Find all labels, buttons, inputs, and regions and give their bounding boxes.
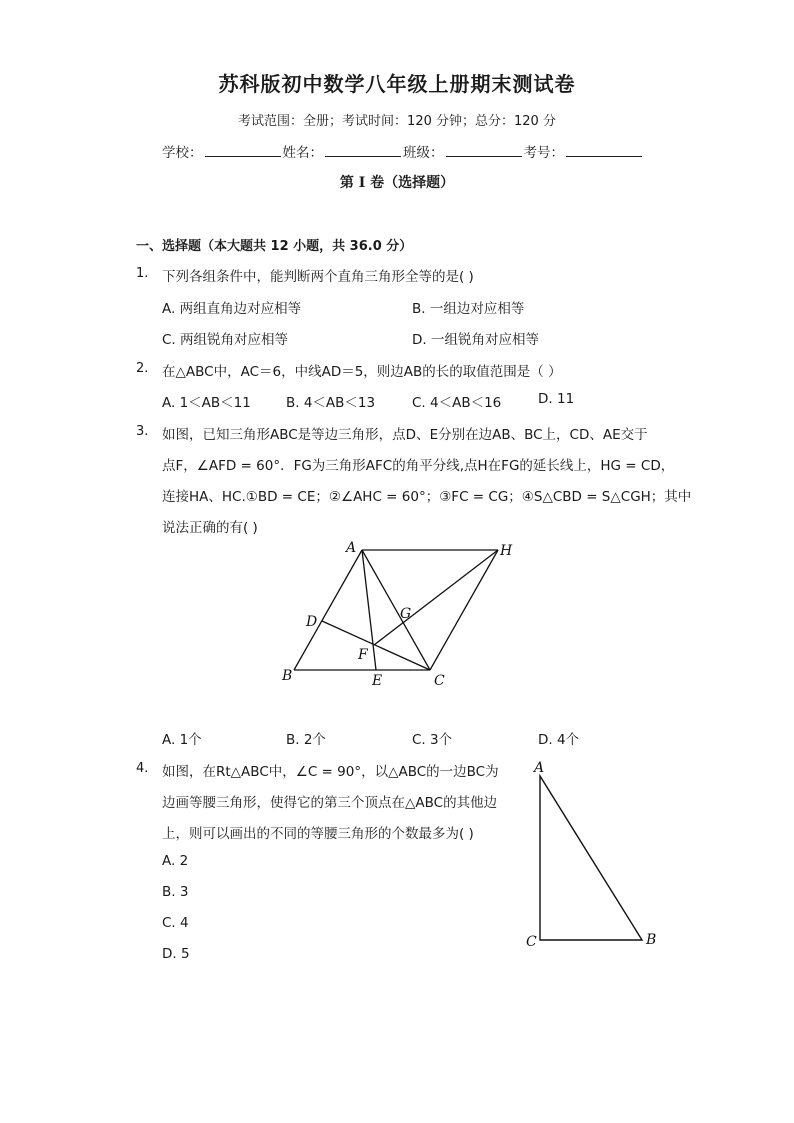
part-title: 第 I 卷（选择题） <box>339 175 455 191</box>
triangle-abc <box>540 776 642 940</box>
label-c: C <box>526 934 537 950</box>
question-3-option-d[interactable]: D. 4个 <box>538 732 580 748</box>
label-f: F <box>358 647 368 663</box>
class-blank[interactable] <box>446 142 522 157</box>
question-2-option-c[interactable]: C. 4＜AB＜16 <box>412 395 502 411</box>
question-4-figure <box>522 758 672 958</box>
question-2-stem: 在△ABC中，AC＝6，中线AD＝5，则边AB的长的取值范围是（ ） <box>162 364 562 380</box>
question-4-option-c[interactable]: C. 4 <box>162 915 189 931</box>
question-4-line-2: 边画等腰三角形，使得它的第三个顶点在△ABC的其他边 <box>162 795 498 811</box>
exam-subtitle: 考试范围：全册；考试时间：120 分钟；总分：120 分 <box>238 114 556 129</box>
question-1-option-d[interactable]: D. 一组锐角对应相等 <box>412 332 539 348</box>
exam-number-blank[interactable] <box>566 142 642 157</box>
label-b: B <box>646 932 657 948</box>
label-e: E <box>372 673 383 689</box>
question-4-option-a[interactable]: A. 2 <box>162 853 189 869</box>
question-1-option-c[interactable]: C. 两组锐角对应相等 <box>162 332 289 348</box>
label-b: B <box>282 668 293 684</box>
section-title: 一、选择题（本大题共 12 小题，共 36.0 分） <box>136 239 413 254</box>
question-2-option-d[interactable]: D. 11 <box>538 391 575 407</box>
name-label: 姓名： <box>282 145 323 161</box>
question-3-option-a[interactable]: A. 1个 <box>162 732 202 748</box>
exam-number-label: 考号： <box>523 145 564 161</box>
question-1-option-b[interactable]: B. 一组边对应相等 <box>412 301 525 317</box>
label-a: A <box>534 760 545 776</box>
label-c: C <box>434 673 445 689</box>
question-4-number: 4. <box>136 761 149 776</box>
question-3-option-c[interactable]: C. 3个 <box>412 732 453 748</box>
student-info-row <box>162 141 644 161</box>
question-4-line-3: 上，则可以画出的不同的等腰三角形的个数最多为( ) <box>162 826 474 842</box>
question-3-line-2: 点F，∠AFD = 60°．FG为三角形AFC的角平分线,点H在FG的延长线上，HG = CD， <box>162 458 675 474</box>
label-h: H <box>500 543 513 559</box>
class-label: 班级： <box>403 145 444 161</box>
segment-hc <box>430 550 498 670</box>
label-d: D <box>306 614 318 630</box>
name-blank[interactable] <box>325 142 401 157</box>
question-4-line-1: 如图，在Rt△ABC中，∠C = 90°，以△ABC的一边BC为 <box>162 764 499 780</box>
segment-dc <box>322 621 430 670</box>
question-4-option-b[interactable]: B. 3 <box>162 884 189 900</box>
school-label: 学校： <box>162 145 203 161</box>
segment-ab <box>294 550 362 670</box>
question-2-number: 2. <box>136 361 149 376</box>
question-1-stem: 下列各组条件中，能判断两个直角三角形全等的是( ) <box>162 269 474 285</box>
segment-fh <box>374 550 498 645</box>
question-1-number: 1. <box>136 266 149 281</box>
question-2-option-b[interactable]: B. 4＜AB＜13 <box>286 395 376 411</box>
question-3-line-4: 说法正确的有( ) <box>162 520 258 536</box>
label-a: A <box>346 540 357 556</box>
question-3-option-b[interactable]: B. 2个 <box>286 732 326 748</box>
question-3-figure <box>270 535 530 695</box>
question-4-option-d[interactable]: D. 5 <box>162 946 190 962</box>
question-3-line-1: 如图，已知三角形ABC是等边三角形，点D、E分别在边AB、BC上，CD、AE交于 <box>162 427 648 443</box>
question-2-option-a[interactable]: A. 1＜AB＜11 <box>162 395 251 411</box>
school-blank[interactable] <box>205 142 281 157</box>
exam-title: 苏科版初中数学八年级上册期末测试卷 <box>218 72 576 96</box>
question-1-option-a[interactable]: A. 两组直角边对应相等 <box>162 301 302 317</box>
label-g: G <box>400 606 412 622</box>
question-3-line-3: 连接HA、HC.①BD = CE；②∠AHC = 60°；③FC = CG；④S△CBD = S△CGH；其中 <box>162 489 692 505</box>
question-3-number: 3. <box>136 424 149 439</box>
